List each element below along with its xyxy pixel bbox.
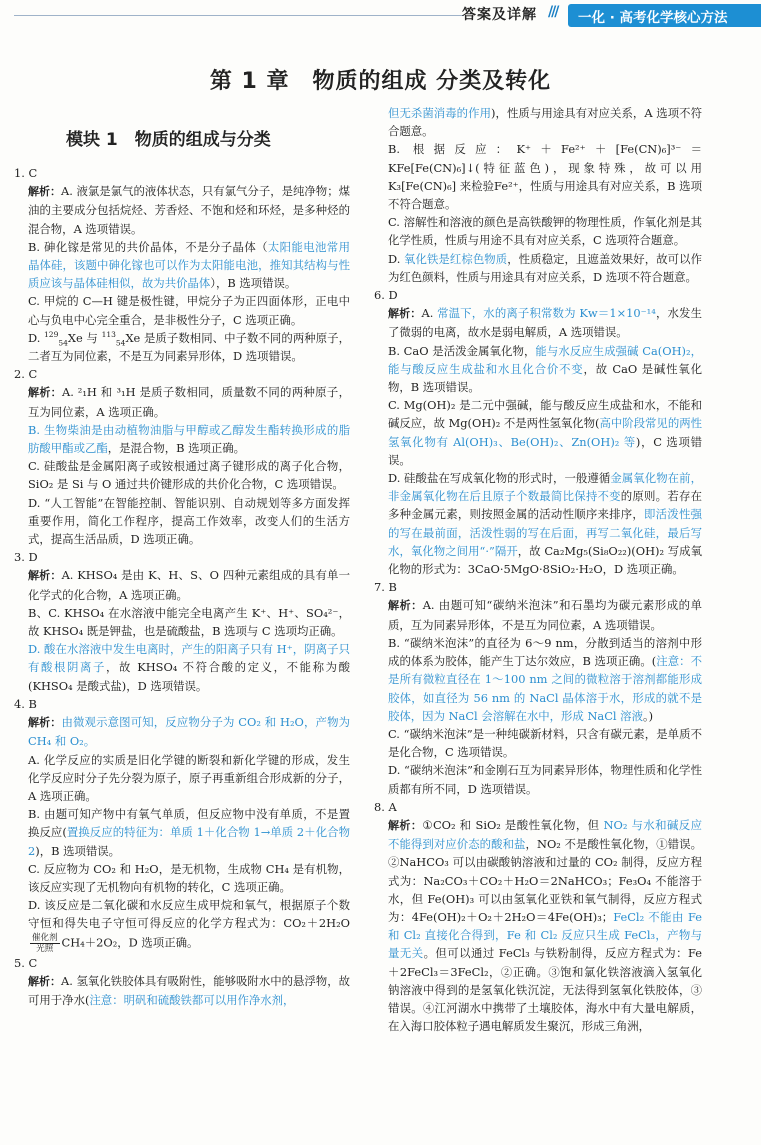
analysis-para <box>14 860 350 896</box>
analysis-label: 解析： <box>28 185 62 199</box>
text: A. 由题可知“碳纳米泡沫”和石墨均为碳元素形成的单质，互为同素异形体，不是互为同位素，A 选项错误。 <box>388 598 703 632</box>
text: ，故 CaO 是碱性氧化物，B 选项错误。 <box>388 361 702 395</box>
analysis-para <box>14 896 350 953</box>
text: ，是混合物，B 选项正确。 <box>107 441 246 456</box>
text: C. 甲烷的 C—H 键是极性键，甲烷分子为正四面体形，正电中心与负电中心完全重合，是非极性分子，C 选项正确。 <box>28 294 350 327</box>
analysis-para <box>14 713 350 750</box>
text: ，性质稳定，且遮盖效果好，故可以作为红色颜料，性质与用途具有对应关系，D 选项不符合题意。 <box>388 251 702 284</box>
analysis-label: 解析： <box>28 569 62 583</box>
text: ，水发生了微弱的电离，故水是弱电解质，A 选项错误。 <box>388 306 702 340</box>
question-number: 4. B <box>14 696 37 711</box>
text: ，故 KHSO₄ 不符合酸的定义，不能称为酸(KHSO₄ 是酸式盐)，D 选项错误。 <box>28 660 350 693</box>
catalyst-label: 催化剂 <box>32 932 58 943</box>
analysis-para <box>14 604 350 640</box>
analysis-para <box>14 805 350 860</box>
text: B. “碳纳米泡沫”的直径为 6～9 nm，分散到适当的溶剂中形成的体系为胶体，能产生丁达尔效应，B 选项正确。( <box>388 635 702 669</box>
text: ，NO₂ 不是酸性氧化物，①错误。②NaHCO₃ 可以由碳酸钠溶液和过量的 CO₂ 制得，反应方程式为：Na₂CO₃＋CO₂＋H₂O＝2NaHCO₃；Fe₃O₄ 不能溶于水，但 Fe(OH)₃ 可以由氢氧化亚铁和氧气制得，反应方程式为：4Fe(OH)₂＋O₂＋2H₂O＝4Fe(OH)₃； <box>388 837 702 924</box>
question-number: 3. D <box>14 550 38 565</box>
analysis-label: 解析： <box>28 974 62 988</box>
light-label: 光照 <box>36 943 54 954</box>
note-text: B. 生物柴油是由动植物油脂与甲醇或乙醇发生酯转换形成的脂肪酸甲酯或乙酯 <box>28 422 350 456</box>
note-text: 注意：明矾和硫酸铁都可以用作净水剂， <box>89 992 295 1007</box>
analysis-para <box>374 596 702 633</box>
header-rule <box>14 15 464 16</box>
analysis-label: 解析： <box>388 307 422 321</box>
right-column <box>374 104 702 1035</box>
text: )，C 选项错误。 <box>388 434 703 467</box>
text: D. “人工智能”在智能控制、智能识别、自动规划等多方面发挥重要作用，简化工作程序，提高工作效率，改变人们的生活方式，提高生活品质，D 选项正确。 <box>28 495 350 547</box>
note-text: 太阳能电池常用晶体硅，该题中砷化镓也可以作为太阳能电池，推知其结构与性质应该与晶体硅相似，故为共价晶体 <box>28 239 350 291</box>
note-text: 置换反应的特征为：单质 1＋化合物 1→单质 2＋化合物 2 <box>28 825 350 858</box>
module-title: 模块 1 物质的组成与分类 <box>66 130 271 150</box>
text: D. “碳纳米泡沫”和金刚石互为同素异形体，物理性质和化学性质都有所不同，D 选项错误。 <box>388 763 702 796</box>
text: A. 化学反应的实质是旧化学键的断裂和新化学键的形成，发生化学反应时分子先分裂为原子，原子再重新组合形成新的分子，A 选项正确。 <box>28 752 350 803</box>
text: B. 根据反应：K⁺＋Fe²⁺＋[Fe(CN)₆]³⁻＝KFe[Fe(CN)₆]↓(特征蓝色)，现象特殊，故可以用 K₃[Fe(CN)₆] 来检验 <box>388 142 702 193</box>
text: 。) <box>642 708 654 723</box>
question-number: 5. C <box>14 955 38 970</box>
text: A. 氢氧化铁胶体具有吸附性，能够吸附水中的悬浮物，故可用于净水( <box>28 973 350 1007</box>
reaction-arrow <box>30 933 60 954</box>
question-number: 2. C <box>14 367 38 382</box>
note-text: 能与水反应生成强碱 Ca(OH)₂，能与酸反应生成盐和水且化合价不变 <box>388 343 703 376</box>
analysis-para <box>374 469 702 578</box>
brand-text: 一化 · 高考化学核心方法 <box>578 10 728 26</box>
text: C. Mg(OH)₂ 是二元中强碱，能与酸反应生成盐和水，不能和碱反应，故 Mg(OH)₂ 不是两性氢氧化物( <box>388 398 702 431</box>
analysis-para <box>374 816 702 1035</box>
analysis-para <box>14 457 350 493</box>
analysis-label: 解析： <box>28 386 62 400</box>
note-text: 由微观示意图可知，反应物分子为 CO₂ 和 H₂O，产物为 CH₄ 和 O₂。 <box>28 715 351 749</box>
answer-label: 答案及详解 <box>462 7 537 23</box>
analysis-label: 解析： <box>388 599 423 613</box>
note-text: 金属氧化物在前，非金属氧化物在后且原子个数最简比保持不变 <box>388 471 702 504</box>
slash-decoration: /// <box>548 4 558 20</box>
text: C. “碳纳米泡沫”是一种纯碳新材料，只含有碳元素，是单质不是化合物，C 选项错误。 <box>388 726 702 760</box>
analysis-para <box>374 725 702 761</box>
analysis-para <box>374 761 702 797</box>
text: B. 由题可知产物中有氧气单质，但反应物中没有单质，不是置换反应( <box>28 807 350 840</box>
text: B. 砷化镓是常见的共价晶体，不是分子晶体（ <box>28 239 268 254</box>
analysis-para <box>14 566 350 603</box>
mass-number: 113 <box>101 330 116 340</box>
text: CH₄＋2O₂，D 选项正确。 <box>61 935 199 950</box>
analysis-para <box>14 182 350 238</box>
note-text: 即活泼性强的写在最前面，活泼性弱的写在后面，再写二氧化硅，最后写水，氧化物之间用“·”隔开 <box>388 507 702 558</box>
analysis-label: 解析： <box>388 818 423 832</box>
analysis-para <box>374 304 702 341</box>
text: D. <box>28 330 45 345</box>
text: ，故 Ca₂Mg₅(Si₈O₂₂)(OH)₂ 写成氧化物的形式为：3CaO·5MgO·8SiO₂·H₂O，D 选项正确。 <box>388 543 702 577</box>
analysis-para <box>374 213 702 249</box>
atomic-number: 54 <box>58 338 68 348</box>
atomic-number: 54 <box>115 338 126 348</box>
note-text: D. 酸在水溶液中发生电离时，产生的阳离子只有 H⁺，阴离子只有酸根阴离子 <box>28 642 350 675</box>
note-text: 高中阶段常见的两性氢氧化物有 Al(OH)₃、Be(OH)₂、Zn(OH)₂ 等 <box>388 416 702 449</box>
question-number: 6. D <box>374 288 398 303</box>
question-number: 8. A <box>374 799 397 814</box>
brand-banner <box>568 4 761 27</box>
text: Fe²⁺，性质与用途具有对应关系，B 选项不符合题意。 <box>388 178 702 212</box>
analysis-para <box>14 751 350 806</box>
question-number: 1. C <box>14 166 38 180</box>
text: )，性质与用途具有对应关系，A 选项不符合题意。 <box>388 106 702 139</box>
analysis-para <box>14 972 350 1009</box>
analysis-para <box>374 342 702 397</box>
left-column <box>14 164 350 1009</box>
analysis-para <box>14 383 350 420</box>
analysis-para <box>14 421 350 457</box>
text: C. 硅酸盐是金属阳离子或铵根通过离子键形成的离子化合物，SiO₂ 是 Si 与 O 通过共价键形成的共价化合物，C 选项错误。 <box>28 459 350 492</box>
text: C. 溶解性和溶液的颜色是高铁酸钾的物理性质，作氧化剂是其化学性质，性质与用途不具有对应关系，C 选项符合题意。 <box>388 215 702 248</box>
chapter-title: 第 1 章 物质的组成 分类及转化 <box>209 69 552 94</box>
text: D. <box>388 251 405 266</box>
text: 。但可以通过 FeCl₃ 与铁粉制得，反应方程式为：Fe＋2FeCl₃＝3FeCl₂，②正确。③饱和氯化铁溶液滴入氢氧化钠溶液中得到的是氢氧化铁沉淀，无法得到氢氧化铁胶体，③错误。④江河湖水中携带了土壤胶体，海水中有大量电解质，在入海口胶体粒子遇电解质发生聚沉，形成三角洲， <box>388 946 702 1034</box>
text: D. 硅酸盐在写成氧化物的形式时，一般遵循 <box>388 471 611 486</box>
page-header <box>0 0 761 30</box>
text: Xe 是质子数相同、中子数不同的两种原子，二者互为同位素，不是互为同素异形体，D 选项错误。 <box>28 330 351 364</box>
analysis-para <box>374 634 702 725</box>
analysis-para <box>14 494 350 549</box>
text: ），B 选项错误。 <box>210 276 297 291</box>
text: B. CaO 是活泼金属氧化物， <box>388 343 536 358</box>
text: B、C. KHSO₄ 在水溶液中能完全电离产生 K⁺、H⁺、SO₄²⁻，故 KHSO₄ 既是钾盐，也是硫酸盐，B 选项与 C 选项均正确。 <box>28 605 350 639</box>
note-text: 但无杀菌消毒的作用 <box>388 106 492 120</box>
note-text: 常温下，水的离子积常数为 Kw＝1×10⁻¹⁴ <box>437 306 656 321</box>
analysis-para <box>14 238 350 293</box>
note-text: 氧化铁是红棕色物质 <box>404 251 508 266</box>
analysis-para <box>374 396 702 469</box>
analysis-para <box>14 329 350 365</box>
text: A. 液氯是氯气的液体状态，只有氯气分子，是纯净物；煤油的主要成分包括烷烃、芳香烃、不饱和烃和环烃，是多种烃的混合物，A 选项错误。 <box>28 184 350 236</box>
text: )，B 选项错误。 <box>35 843 121 858</box>
analysis-para <box>14 640 350 695</box>
note-text: FeCl₂ 不能由 Fe 和 Cl₂ 直接化合得到，Fe 和 Cl₂ 反应只生成 FeCl₃，产物与量无关 <box>388 909 702 961</box>
text: C. 反应物为 CO₂ 和 H₂O，是无机物，生成物 CH₄ 是有机物，该反应实现了无机物向有机物的转化，C 选项正确。 <box>28 861 350 894</box>
text: A. KHSO₄ 是由 K、H、S、O 四种元素组成的具有单一化学式的化合物，A 选项正确。 <box>28 568 350 602</box>
text: A. <box>421 306 438 321</box>
text: D. 该反应是二氧化碳和水反应生成甲烷和氧气，根据原子个数守恒和得失电子守恒可得反应的化学方程式为：CO₂＋ <box>28 898 350 931</box>
text: ①CO₂ 和 SiO₂ 是酸性氧化物，但 <box>422 817 604 832</box>
text: A. ²₁H 和 ³₁H 是质子数相同，质量数不同的两种原子，互为同位素，A 选项正确。 <box>28 385 351 419</box>
analysis-para <box>374 104 702 140</box>
text: 2H₂O <box>318 916 350 931</box>
analysis-para <box>374 140 702 213</box>
text: 的原则。若存在多种金属元素，则按照金属的活动性顺序来排序， <box>388 489 702 522</box>
mass-number: 129 <box>44 330 59 340</box>
analysis-para <box>374 250 702 286</box>
note-text: NO₂ 与水和碱反应不能得到对应价态的酸和盐 <box>388 817 702 852</box>
question-number: 7. B <box>374 580 397 595</box>
analysis-label: 解析： <box>28 716 62 730</box>
note-text: 注意：不是所有微粒直径在 1～100 nm 之间的微粒溶于溶剂都能形成胶体，如直径为 56 nm 的 NaCl 晶体溶于水，形成的就不是胶体，因为 NaCl 会溶解在水中，形成 NaCl 溶液 <box>388 654 702 723</box>
analysis-para <box>14 292 350 328</box>
text: Xe 与 <box>67 330 102 345</box>
